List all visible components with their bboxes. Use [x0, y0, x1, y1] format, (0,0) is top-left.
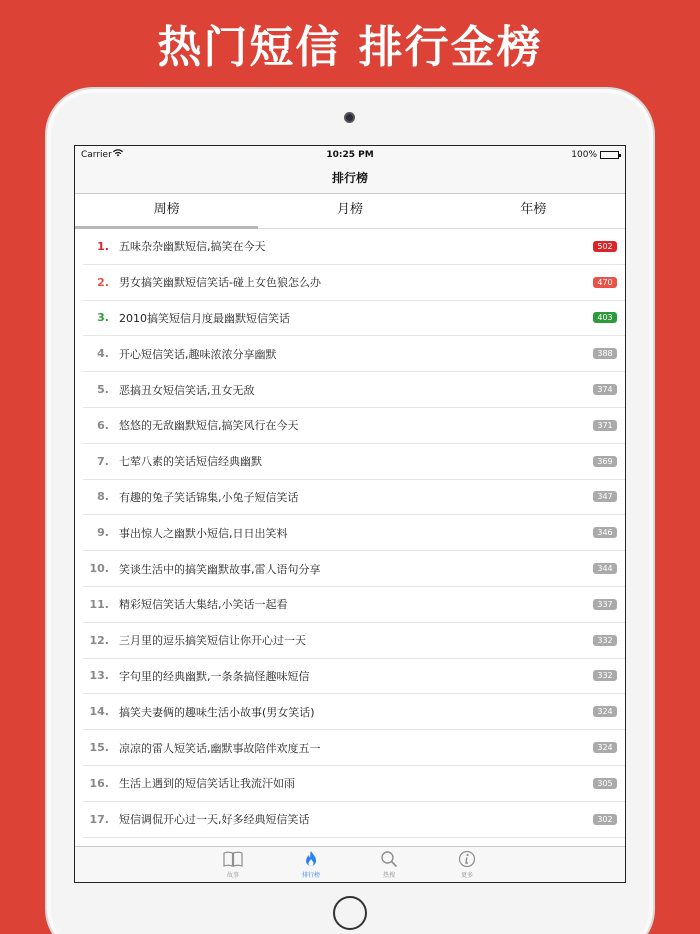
tabbar-ranking[interactable] [272, 847, 350, 882]
count-badge: 470 [593, 277, 617, 288]
list-item[interactable] [83, 515, 625, 551]
rank-number: 15. [89, 741, 109, 755]
count-badge: 337 [593, 599, 617, 610]
item-title: 有趣的兔子笑话锦集,小兔子短信笑话 [119, 490, 299, 504]
rank-number: 5. [97, 383, 109, 397]
item-title: 开心短信笑话,趣味浓浓分享幽默 [119, 347, 277, 361]
flame-icon [272, 850, 350, 868]
item-title: 事出惊人之幽默小短信,日日出笑料 [119, 526, 288, 540]
item-title: 凉凉的雷人短笑话,幽默事故陪伴欢度五一 [119, 741, 321, 755]
list-item[interactable] [83, 444, 625, 480]
list-item[interactable] [83, 659, 625, 695]
item-title: 字句里的经典幽默,一条条搞怪趣味短信 [119, 669, 310, 683]
rank-number: 6. [97, 418, 109, 432]
item-title: 七荤八素的笑话短信经典幽默 [119, 455, 262, 469]
list-item[interactable] [83, 229, 625, 265]
battery-icon [600, 151, 619, 159]
count-badge: 344 [593, 563, 617, 574]
rank-number: 9. [97, 526, 109, 540]
item-title: 精彩短信笑话大集结,小笑话一起看 [119, 598, 288, 612]
list-item[interactable] [83, 623, 625, 659]
item-title: 短信调侃开心过一天,好多经典短信笑话 [119, 813, 310, 827]
count-badge: 371 [593, 420, 617, 431]
rank-number: 17. [89, 812, 109, 826]
list-item[interactable] [83, 587, 625, 623]
item-title: 2010搞笑短信月度最幽默短信笑话 [119, 311, 290, 325]
list-item[interactable] [83, 551, 625, 587]
rank-number: 1. [97, 239, 109, 253]
rank-number: 11. [89, 597, 109, 611]
rank-number: 12. [89, 633, 109, 647]
book-icon [194, 850, 272, 868]
info-icon [428, 850, 506, 868]
list-item[interactable] [83, 766, 625, 802]
tabbar-stories[interactable] [194, 847, 272, 882]
list-item[interactable] [83, 301, 625, 337]
list-item[interactable] [83, 336, 625, 372]
bottom-tab-bar [75, 846, 625, 882]
rank-number: 8. [97, 490, 109, 504]
item-title: 生活上遇到的短信笑话让我流汗如雨 [119, 777, 295, 791]
app-screen [74, 145, 626, 883]
carrier-label: Carrier [81, 150, 112, 160]
count-badge: 403 [593, 312, 617, 323]
count-badge: 346 [593, 527, 617, 538]
count-badge: 347 [593, 491, 617, 502]
status-bar [75, 146, 625, 164]
tabbar-label: 更多 [460, 872, 473, 879]
rank-number: 14. [89, 705, 109, 719]
tab-weekly[interactable]: 周榜 [75, 194, 258, 228]
tab-monthly[interactable]: 月榜 [336, 202, 363, 217]
tabbar-more[interactable] [428, 847, 506, 882]
count-badge: 369 [593, 456, 617, 467]
item-title: 恶搞丑女短信笑话,丑女无敌 [119, 383, 255, 397]
list-item[interactable] [83, 730, 625, 766]
tabbar-hot-search[interactable] [350, 847, 428, 882]
item-title: 悠悠的无敌幽默短信,搞笑风行在今天 [119, 419, 299, 433]
camera-icon [344, 112, 355, 123]
search-icon [350, 850, 428, 868]
count-badge: 324 [593, 742, 617, 753]
item-title: 三月里的逗乐搞笑短信让你开心过一天 [119, 634, 306, 648]
count-badge: 388 [593, 348, 617, 359]
rank-number: 3. [97, 311, 109, 325]
segment-tabs [75, 194, 625, 229]
rank-number: 13. [89, 669, 109, 683]
item-title: 五味杂杂幽默短信,搞笑在今天 [119, 240, 266, 254]
rank-number: 7. [97, 454, 109, 468]
item-title: 搞笑夫妻俩的趣味生活小故事(男女笑话) [119, 705, 315, 719]
rank-number: 2. [97, 275, 109, 289]
count-badge: 332 [593, 670, 617, 681]
promo-banner-title: 热门短信 排行金榜 [157, 22, 543, 73]
tabbar-label: 排行榜 [301, 872, 320, 879]
list-item[interactable] [83, 265, 625, 301]
list-item[interactable] [83, 802, 625, 838]
list-item[interactable] [83, 480, 625, 516]
rank-number: 4. [97, 347, 109, 361]
tab-yearly[interactable]: 年榜 [520, 202, 547, 217]
list-item[interactable] [83, 372, 625, 408]
battery-percent: 100% [571, 150, 597, 160]
count-badge: 305 [593, 778, 617, 789]
rank-number: 10. [89, 562, 109, 576]
list-item[interactable] [83, 694, 625, 730]
count-badge: 302 [593, 814, 617, 825]
home-button[interactable] [333, 896, 367, 930]
nav-title: 排行榜 [75, 164, 625, 194]
status-time: 10:25 PM [326, 150, 374, 160]
count-badge: 374 [593, 384, 617, 395]
count-badge: 324 [593, 706, 617, 717]
tabbar-label: 热搜 [382, 872, 395, 879]
ranking-list [75, 229, 625, 838]
tabbar-label: 故事 [226, 872, 239, 879]
item-title: 男女搞笑幽默短信笑话-碰上女色狼怎么办 [119, 276, 321, 290]
list-item[interactable] [83, 408, 625, 444]
item-title: 笑谈生活中的搞笑幽默故事,雷人语句分享 [119, 562, 321, 576]
count-badge: 502 [593, 241, 617, 252]
count-badge: 332 [593, 635, 617, 646]
rank-number: 16. [89, 776, 109, 790]
